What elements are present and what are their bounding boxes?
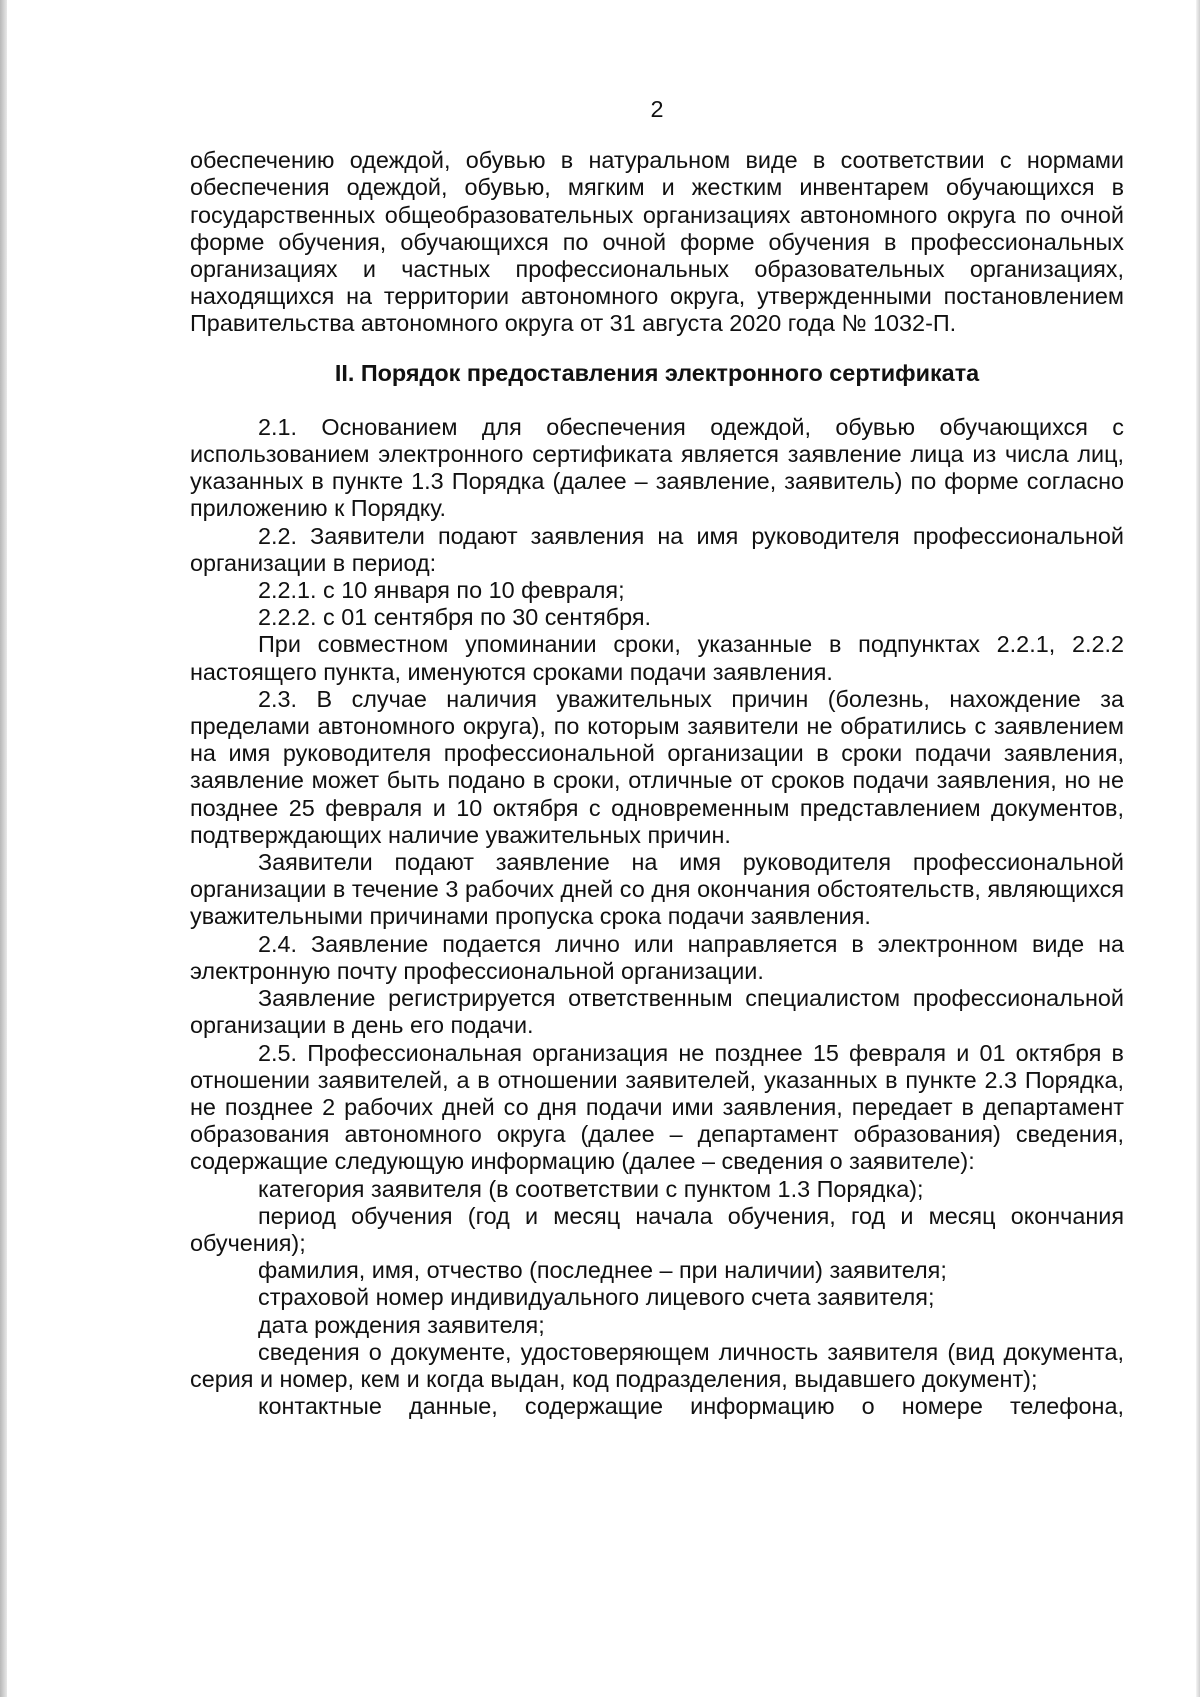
list-item-study-period: период обучения (год и месяц начала обучения, год и месяц окончания обучения); <box>190 1202 1124 1256</box>
document-page <box>190 96 1124 1420</box>
intro-paragraph: обеспечению одеждой, обувью в натуральном виде в соответствии с нормами обеспечения одеждой, обувью, мягким и жестким инвентарем обучающихся в государственных общеобразовательных организациях автономного округа по очной форме обучения, обучающихся по очной форме обучения в профессиональных организациях и частных профессиональных образовательных организациях, находящихся на территории автономного округа, утвержденными постановлением Правительства автономного округа от 31 августа 2020 года № 1032-П. <box>190 147 1124 337</box>
paragraph-2-1: 2.1. Основанием для обеспечения одеждой, обувью обучающихся с использованием электронного сертификата является заявление лица из числа лиц, указанных в пункте 1.3 Порядка (далее – заявление, заявитель) по форме согласно приложению к Порядку. <box>190 413 1124 522</box>
paragraph-2-4-registration: Заявление регистрируется ответственным специалистом профессиональной организации в день его подачи. <box>190 985 1124 1039</box>
list-item-contact-data: контактные данные, содержащие информацию о номере телефона, <box>258 1393 1124 1420</box>
page-number: 2 <box>650 96 664 122</box>
paragraph-2-5: 2.5. Профессиональная организация не позднее 15 февраля и 01 октября в отношении заявителей, а в отношении заявителей, указанных в пункте 2.3 Порядка, не позднее 2 рабочих дней со дня подачи ими заявления, передает в департамент образования автономного округа (далее – департамент образования) сведения, содержащие следующую информацию (далее – сведения о заявителе): <box>190 1039 1124 1175</box>
paragraph-2-4: 2.4. Заявление подается лично или направляется в электронном виде на электронную почту профессиональной организации. <box>190 930 1124 984</box>
list-item-category: категория заявителя (в соответствии с пунктом 1.3 Порядка); <box>258 1175 924 1202</box>
section-heading: II. Порядок предоставления электронного сертификата <box>334 359 980 386</box>
paragraph-deadlines-note: При совместном упоминании сроки, указанные в подпунктах 2.2.1, 2.2.2 настоящего пункта, именуются сроками подачи заявления. <box>190 631 1124 685</box>
paragraph-2-2-2: 2.2.2. с 01 сентября по 30 сентября. <box>258 604 652 631</box>
scan-left-edge <box>0 0 7 1697</box>
paragraph-2-2-1: 2.2.1. с 10 января по 10 февраля; <box>258 577 625 604</box>
scan-right-edge <box>1196 0 1200 1697</box>
list-item-insurance-number: страховой номер индивидуального лицевого счета заявителя; <box>258 1284 935 1311</box>
paragraph-2-2: 2.2. Заявители подают заявления на имя руководителя профессиональной организации в период: <box>190 522 1124 576</box>
list-item-full-name: фамилия, имя, отчество (последнее – при наличии) заявителя; <box>258 1257 947 1284</box>
list-item-identity-document: сведения о документе, удостоверяющем личность заявителя (вид документа, серия и номер, кем и когда выдан, код подразделения, выдавшего документ); <box>190 1338 1124 1392</box>
list-item-birth-date: дата рождения заявителя; <box>258 1311 545 1338</box>
paragraph-2-3-continued: Заявители подают заявление на имя руководителя профессиональной организации в течение 3 рабочих дней со дня окончания обстоятельств, являющихся уважительными причинами пропуска срока подачи заявления. <box>190 849 1124 930</box>
paragraph-2-3: 2.3. В случае наличия уважительных причин (болезнь, нахождение за пределами автономного округа), по которым заявители не обратились с заявлением на имя руководителя профессиональной организации в сроки подачи заявления, заявление может быть подано в сроки, отличные от сроков подачи заявления, но не позднее 25 февраля и 10 октября с одновременным представлением документов, подтверждающих наличие уважительных причин. <box>190 685 1124 848</box>
